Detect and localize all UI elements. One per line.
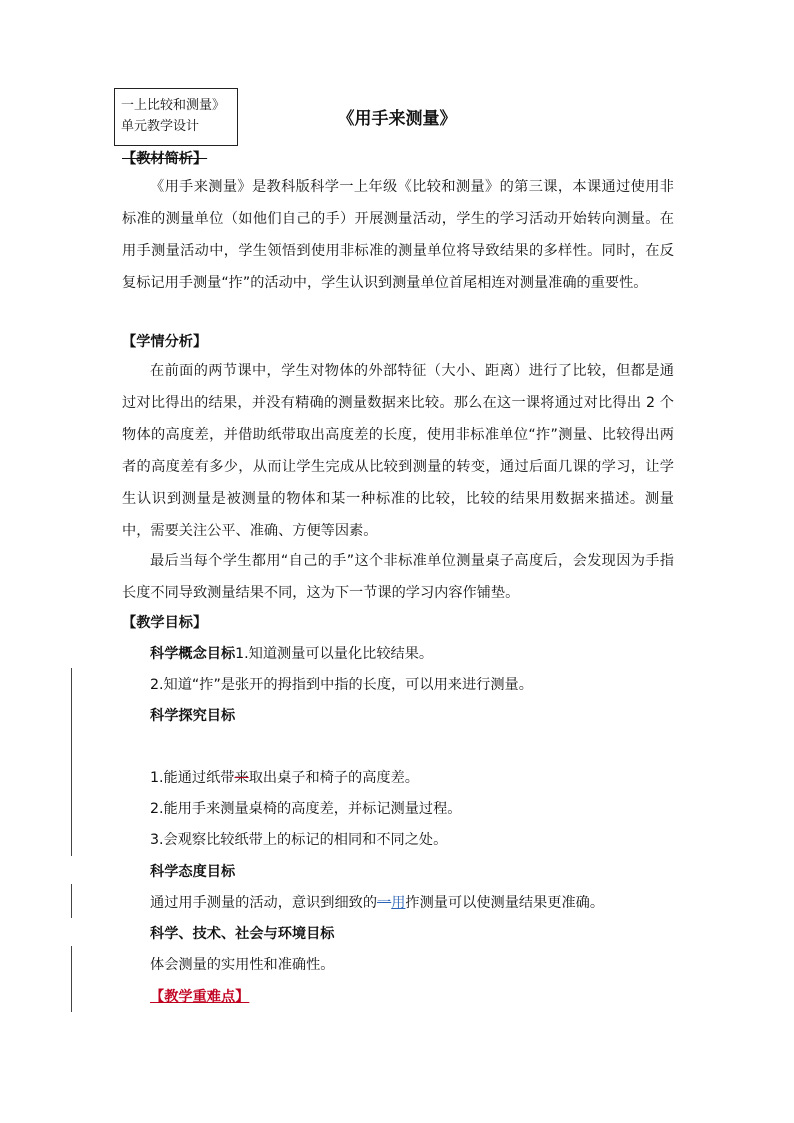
inquiry-goal-label: 科学探究目标 (150, 708, 236, 724)
concept-goal-line (150, 644, 674, 664)
textbook-analysis-heading: 【教材简析】 (122, 151, 208, 167)
inquiry-goal-item-1: 1.能通过纸带来取出桌子和椅子的高度差。 (150, 770, 419, 786)
document-title: 《用手来测量》 (337, 109, 457, 129)
attitude-goal-label: 科学态度目标 (150, 864, 236, 880)
key-difficult-points-heading: 【教学重难点】 (150, 989, 250, 1005)
concept-goal-label: 科学概念目标 (150, 646, 236, 662)
sts-goal-label: 科学、技术、社会与环境目标 (150, 926, 335, 942)
sts-goal-text: 体会测量的实用性和准确性。 (150, 957, 335, 973)
revision-change-bar (71, 884, 72, 918)
teaching-goals-heading: 【教学目标】 (122, 615, 208, 631)
deleted-text: 一 (377, 895, 392, 911)
inquiry-goal-item-3: 3.会观察比较纸带上的标记的相同和不同之处。 (150, 832, 448, 848)
unit-label-line1: 一上比较和测量》 (121, 98, 226, 113)
revision-change-bar (71, 946, 72, 1012)
inquiry-goal-item-2: 2.能用手来测量桌椅的高度差，并标记测量过程。 (150, 801, 462, 817)
textbook-analysis-paragraph: 《用手来测量》是教科版科学一上年级《比较和测量》的第三课，本课通过使用非标准的测量单位（如他们自己的手）开展测量活动，学生的学习活动开始转向测量。在用手测量活动中，学生领悟到使用非标准的测量单位将导致结果的多样性。同时，在反复标记用手测量“拃”的活动中，学生认识到测量单位首尾相连对测量准确的重要性。 (122, 179, 674, 291)
inserted-text: 用 (391, 895, 406, 911)
concept-goal-item-2: 2.知道“拃”是张开的拇指到中指的长度，可以用来进行测量。 (150, 677, 533, 693)
learner-analysis-heading: 【学情分析】 (122, 334, 208, 350)
unit-label-line2: 单元教学设计 (121, 119, 200, 134)
revision-change-bar (71, 668, 72, 856)
learner-analysis-paragraph-2: 最后当每个学生都用“自己的手”这个非标准单位测量桌子高度后，会发现因为手指长度不同导致测量结果不同，这为下一节课的学习内容作铺垫。 (122, 553, 674, 601)
learner-analysis-paragraph-1: 在前面的两节课中，学生对物体的外部特征（大小、距离）进行了比较，但都是通过对比得出的结果，并没有精确的测量数据来比较。那么在这一课将通过对比得出 2 个物体的高度差，并借助纸带取出高度差的长度，使用非标准单位“拃”测量、比较得出两者的高度差有多少，从而让学生完成从比较到测量的转变，通过后面几课的学习，让学生认识到测量是被测量的物体和某一种标准的比较，比较的结果用数据来描述。测量中，需要关注公平、准确、方便等因素。 (122, 363, 674, 539)
attitude-goal-text: 通过用手测量的活动，意识到细致的一用拃测量可以使测量结果更准确。 (150, 895, 605, 911)
deleted-text: 来 (234, 770, 249, 786)
concept-goal-item-1: 1.知道测量可以量化比较结果。 (235, 646, 434, 662)
